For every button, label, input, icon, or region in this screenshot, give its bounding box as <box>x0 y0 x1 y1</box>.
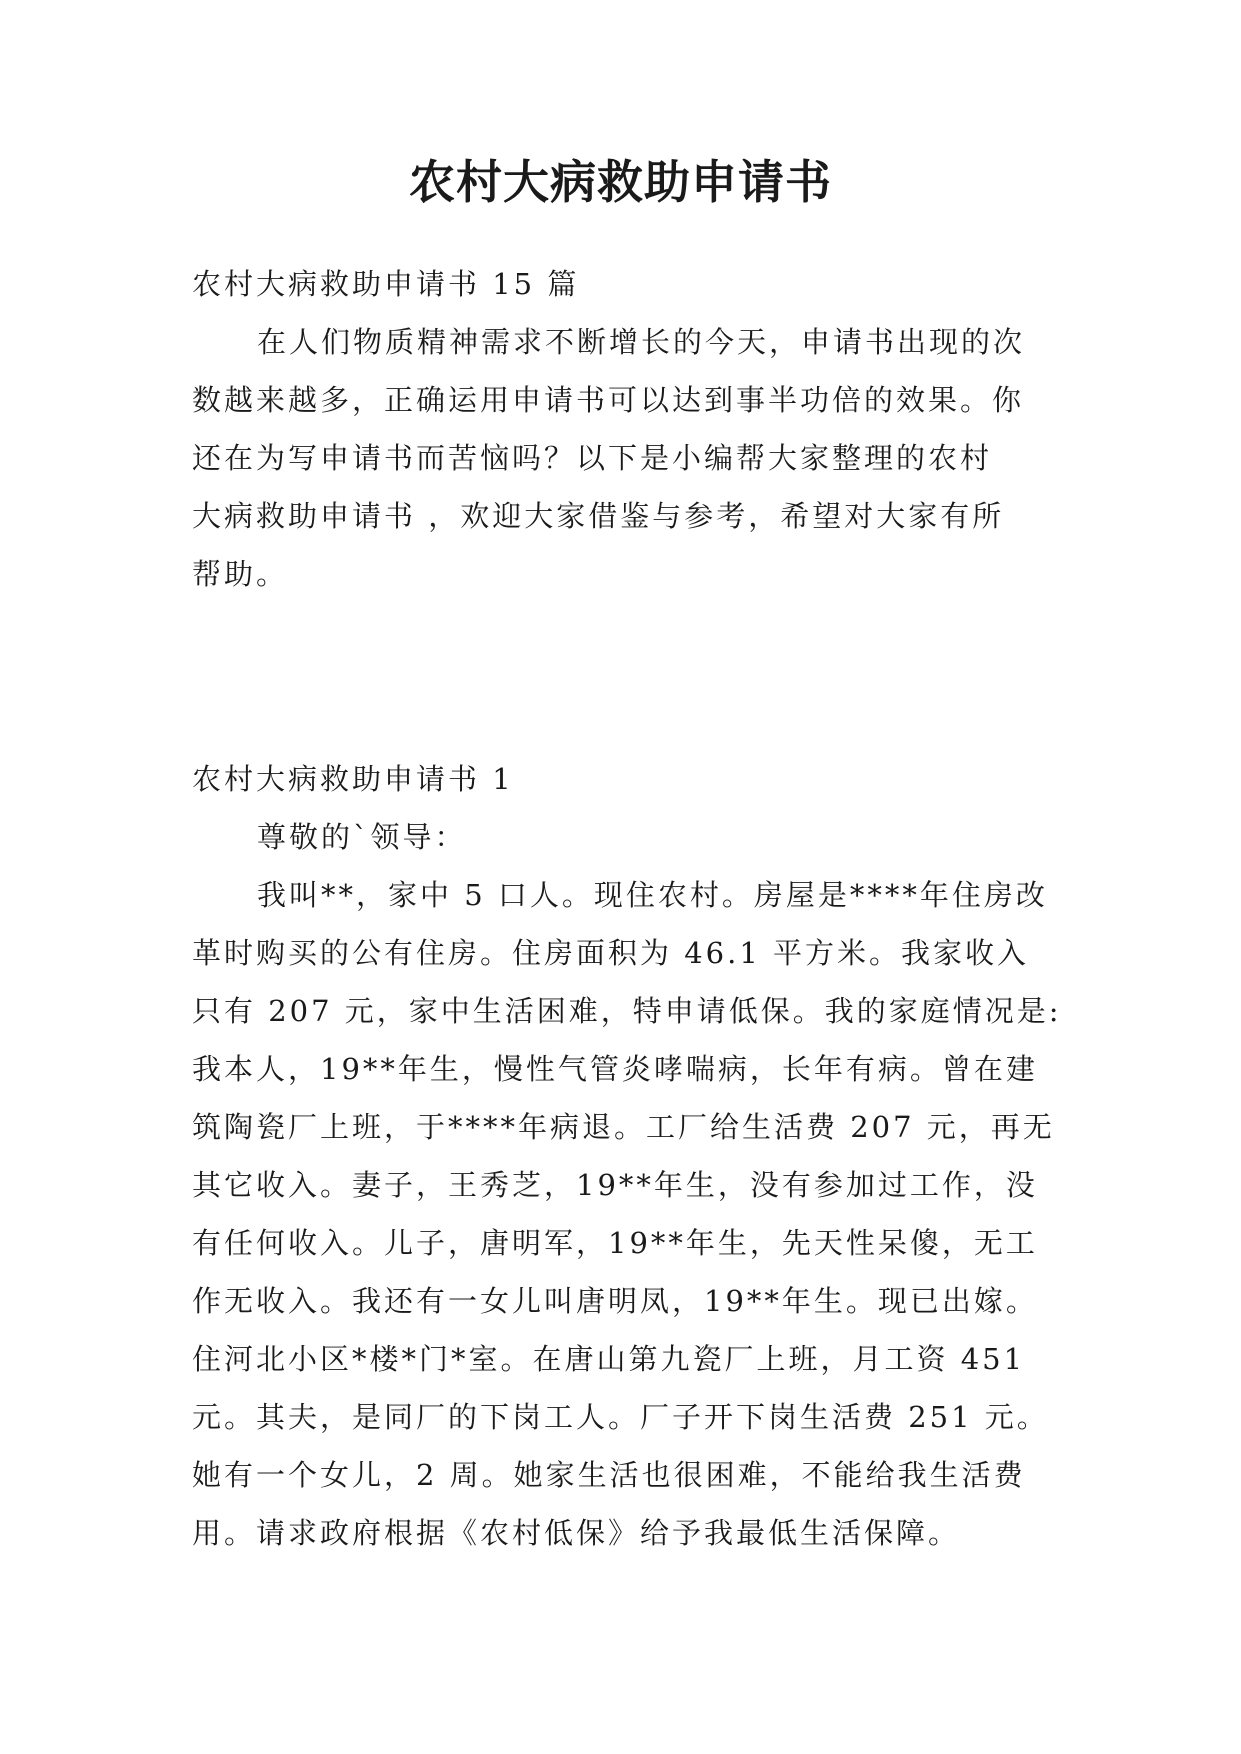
body-line: 她有一个女儿，2 周。她家生活也很困难，不能给我生活费 <box>192 1458 1026 1492</box>
body-line: 用。请求政府根据《农村低保》给予我最低生活保障。 <box>192 1516 961 1550</box>
section-1 <box>192 750 1062 1562</box>
intro-line: 帮助。 <box>192 557 289 591</box>
body-line: 有任何收入。儿子，唐明军，19**年生，先天性呆傻，无工 <box>192 1226 1038 1260</box>
body-line: 元。其夫，是同厂的下岗工人。厂子开下岗生活费 251 元。 <box>192 1400 1049 1434</box>
body-line: 作无收入。我还有一女儿叫唐明凤，19**年生。现已出嫁。 <box>192 1284 1038 1318</box>
section-1-heading: 农村大病救助申请书 1 <box>192 762 514 796</box>
body-line: 其它收入。妻子，王秀芝，19**年生，没有参加过工作，没 <box>192 1168 1038 1202</box>
body-line: 住河北小区*楼*门*室。在唐山第九瓷厂上班，月工资 451 <box>192 1342 1026 1376</box>
intro-line: 大病救助申请书 ，欢迎大家借鉴与参考，希望对大家有所 <box>192 499 1005 533</box>
body-line: 我本人，19**年生，慢性气管炎哮喘病，长年有病。曾在建 <box>192 1052 1038 1086</box>
body-line: 筑陶瓷厂上班，于****年病退。工厂给生活费 207 元，再无 <box>192 1110 1055 1144</box>
intro-heading: 农村大病救助申请书 15 篇 <box>192 267 580 301</box>
intro-section <box>192 255 1058 603</box>
intro-line: 数越来越多，正确运用申请书可以达到事半功倍的效果。你 <box>192 383 1025 417</box>
body-line: 只有 207 元，家中生活困难，特申请低保。我的家庭情况是: <box>192 994 1062 1028</box>
intro-line: 还在为写申请书而苦恼吗？以下是小编帮大家整理的农村 <box>192 441 993 475</box>
intro-line: 在人们物质精神需求不断增长的今天，申请书出现的次 <box>257 325 1026 359</box>
salutation: 尊敬的`领导： <box>257 820 467 854</box>
document-title: 农村大病救助申请书 <box>409 155 832 209</box>
body-line: 我叫**，家中 5 口人。现住农村。房屋是****年住房改 <box>257 878 1048 912</box>
body-line: 革时购买的公有住房。住房面积为 46.1 平方米。我家收入 <box>192 936 1030 970</box>
